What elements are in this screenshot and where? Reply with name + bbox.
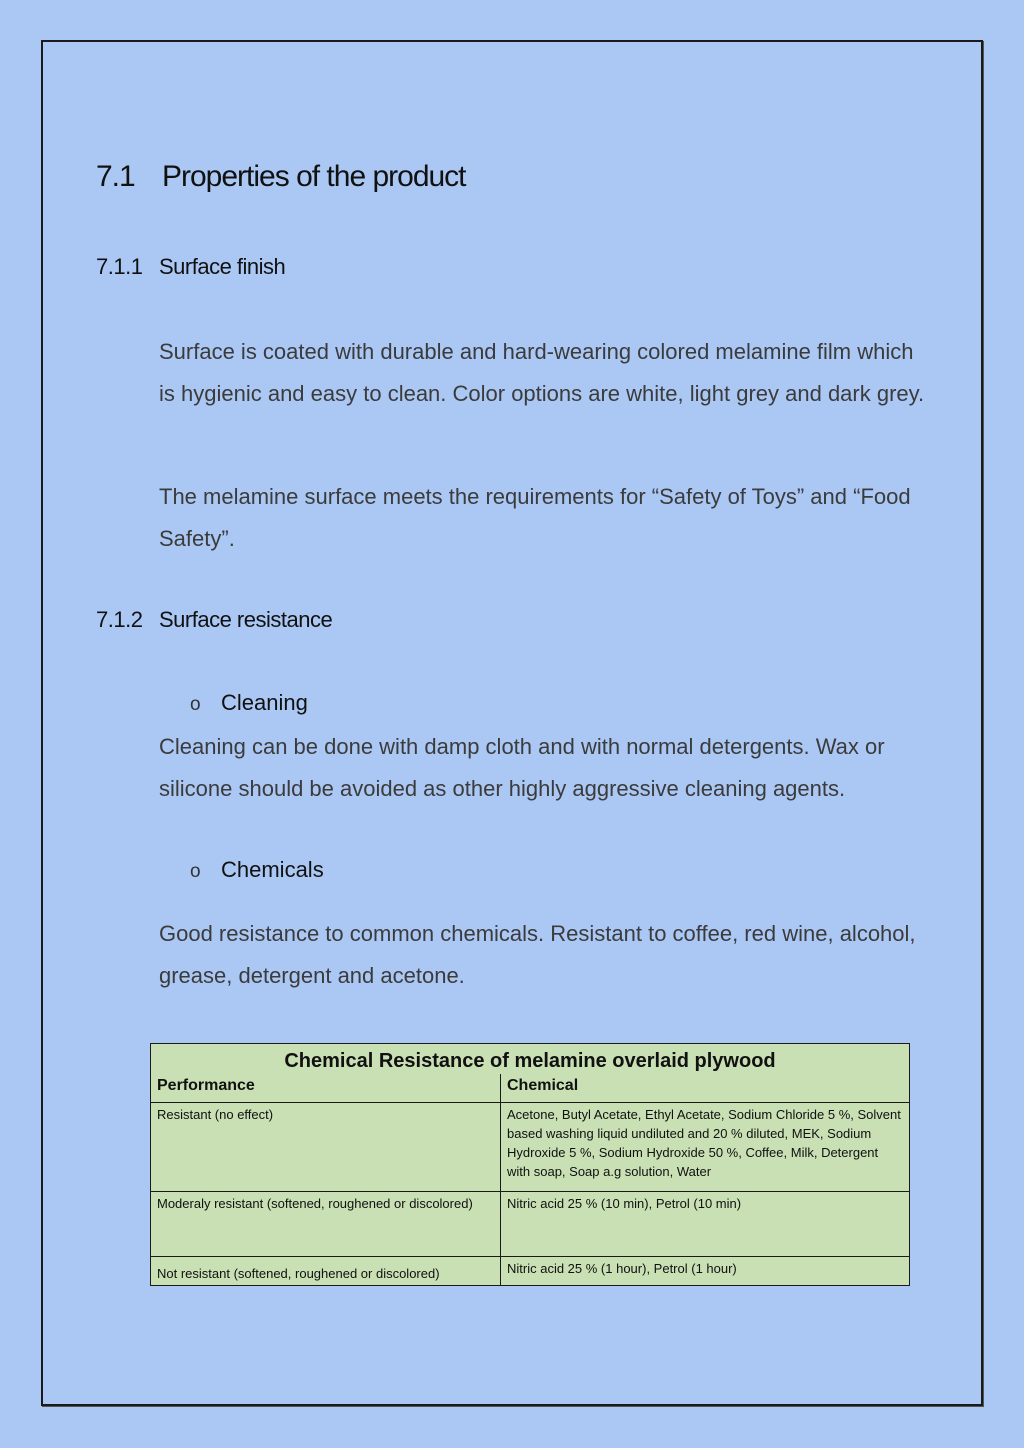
table-cell-performance: Resistant (no effect) <box>151 1103 501 1192</box>
subsection-heading-surface-resistance <box>96 607 332 633</box>
table-cell-performance: Not resistant (softened, roughened or discolored) <box>151 1257 501 1286</box>
chemical-resistance-table <box>150 1043 910 1286</box>
bullet-heading: Chemicals <box>221 857 324 882</box>
chemicals-bullet-heading <box>190 857 324 883</box>
section-title: Properties of the product <box>162 160 466 193</box>
bullet-mark: o <box>190 861 201 882</box>
bullet-mark: o <box>190 694 201 715</box>
chemicals-paragraph: Good resistance to common chemicals. Resistant to coffee, red wine, alcohol, grease, detergent and acetone. <box>159 921 916 988</box>
cleaning-paragraph: Cleaning can be done with damp cloth and with normal detergents. Wax or silicone should be avoided as other highly aggressive cleaning agents. <box>159 734 885 801</box>
bullet-heading: Cleaning <box>221 690 308 715</box>
surface-finish-paragraph-2: The melamine surface meets the requirements for “Safety of Toys” and “Food Safety”. <box>159 484 911 551</box>
subsection-number: 7.1.1 <box>96 254 143 279</box>
table-cell-chemical: Nitric acid 25 % (1 hour), Petrol (1 hour) <box>501 1257 910 1286</box>
table-cell-performance: Moderaly resistant (softened, roughened or discolored) <box>151 1192 501 1257</box>
table-header-chemical: Chemical <box>501 1074 910 1103</box>
table-row <box>151 1192 910 1257</box>
section-heading <box>96 160 466 194</box>
subsection-title: Surface resistance <box>159 607 333 632</box>
table-row <box>151 1257 910 1286</box>
subsection-title: Surface finish <box>159 254 286 279</box>
section-number: 7.1 <box>96 160 135 193</box>
cleaning-bullet-heading <box>190 690 308 716</box>
table-title: Chemical Resistance of melamine overlaid plywood <box>151 1044 910 1075</box>
table-row <box>151 1103 910 1192</box>
table-cell-chemical: Nitric acid 25 % (10 min), Petrol (10 min) <box>501 1192 910 1257</box>
table-header-performance: Performance <box>151 1074 501 1103</box>
subsection-number: 7.1.2 <box>96 607 143 632</box>
subsection-heading-surface-finish <box>96 254 285 280</box>
table-cell-chemical: Acetone, Butyl Acetate, Ethyl Acetate, Sodium Chloride 5 %, Solvent based washing liquid undiluted and 20 % diluted, MEK, Sodium Hydroxide 5 %, Sodium Hydroxide 50 %, Coffee, Milk, Detergent with soap, Soap a.g solution, Water <box>501 1103 910 1192</box>
surface-finish-paragraph-1: Surface is coated with durable and hard-wearing colored melamine film which is hygienic and easy to clean. Color options are white, light grey and dark grey. <box>159 339 925 406</box>
